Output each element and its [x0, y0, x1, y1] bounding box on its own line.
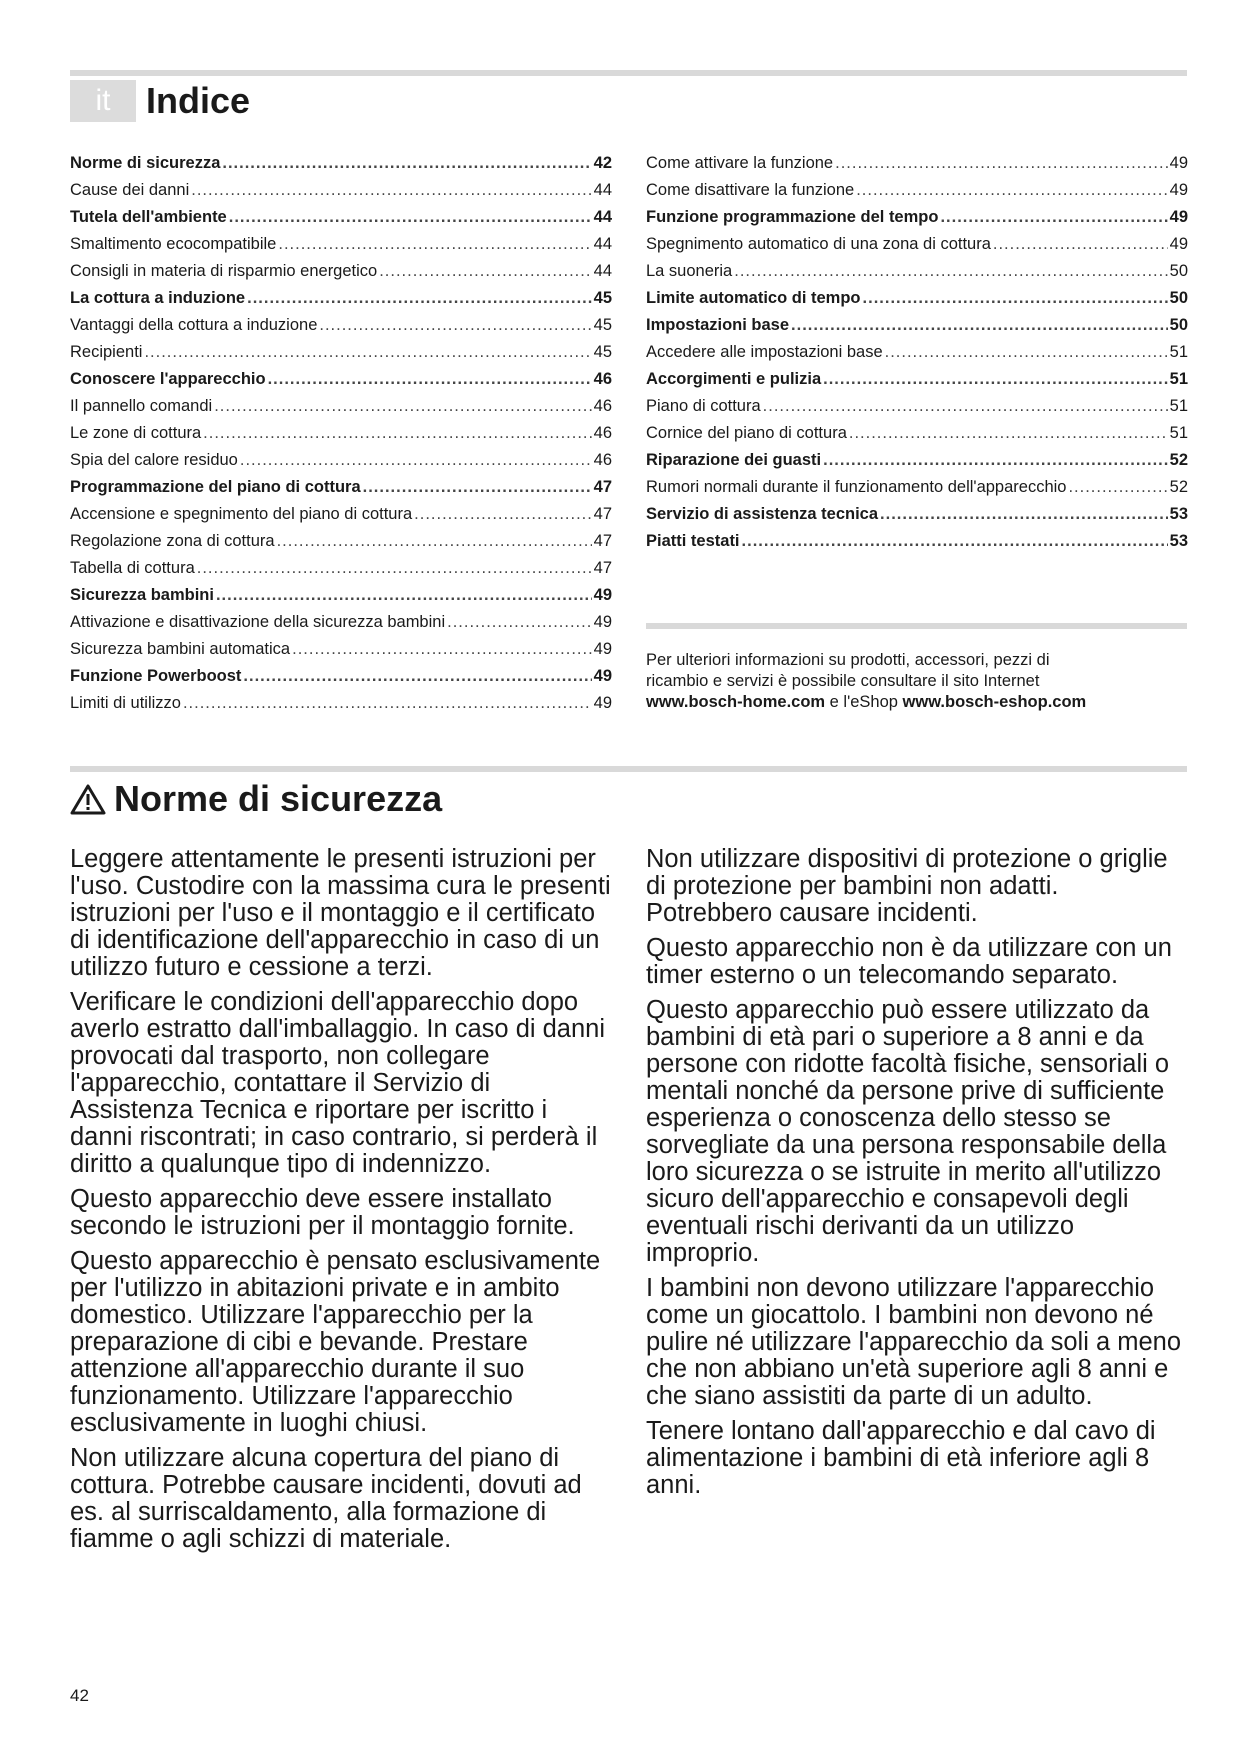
- toc-entry[interactable]: [646, 366, 1188, 393]
- safety-paragraph: Questo apparecchio deve essere installato secondo le istruzioni per il montaggio fornite.: [70, 1185, 575, 1240]
- toc-entry[interactable]: [646, 177, 1188, 204]
- safety-paragraph: Questo apparecchio non è da utilizzare con un timer esterno o un telecomando separato.: [646, 934, 1172, 989]
- toc-entry-page: 46: [593, 397, 612, 415]
- toc-entry-page: 49: [1169, 181, 1188, 199]
- toc-entry-page: 44: [593, 235, 612, 253]
- toc-entry[interactable]: [646, 312, 1188, 339]
- toc-leader-dots: [447, 609, 592, 636]
- toc-leader-dots: [823, 447, 1168, 474]
- safety-paragraph: Questo apparecchio è pensato esclusivamente per l'utilizzo in abitazioni private e in ambito domestico. Utilizzare l'apparecchio per la preparazione di cibi e bevande. Prestare attenzione all'apparecchio durante il suo funzionamento. Utilizzare l'apparecchio esclusivamente in luoghi chiusi.: [70, 1247, 601, 1437]
- toc-entry-title: Riparazione dei guasti: [646, 451, 822, 469]
- toc-entry-page: 49: [593, 640, 612, 658]
- toc-entry-title: Spia del calore residuo: [70, 451, 238, 469]
- toc-entry-page: 49: [1169, 235, 1188, 253]
- toc-leader-dots: [863, 285, 1168, 312]
- safety-heading: [70, 776, 442, 822]
- toc-entry[interactable]: [70, 663, 612, 690]
- toc-entry-page: 51: [1169, 397, 1188, 415]
- safety-paragraph: Non utilizzare dispositivi di protezione o griglie di protezione per bambini non adatti. Potrebbero causare incidenti.: [646, 845, 1168, 927]
- toc-entry[interactable]: [70, 474, 612, 501]
- toc-leader-dots: [292, 636, 592, 663]
- toc-entry-page: 51: [1169, 370, 1188, 388]
- toc-entry-page: 45: [593, 343, 612, 361]
- toc-entry-title: Funzione programmazione del tempo: [646, 208, 939, 226]
- toc-entry-title: Limite automatico di tempo: [646, 289, 861, 307]
- toc-leader-dots: [993, 231, 1168, 258]
- toc-entry-title: Sicurezza bambini: [70, 586, 214, 604]
- toc-entry[interactable]: [646, 231, 1188, 258]
- toc-entry[interactable]: [70, 393, 612, 420]
- toc-entry-title: Norme di sicurezza: [70, 154, 221, 172]
- toc-leader-dots: [414, 501, 591, 528]
- toc-entry[interactable]: [70, 366, 612, 393]
- bosch-home-link[interactable]: www.bosch-home.com: [646, 693, 826, 711]
- toc-entry-page: 47: [593, 559, 612, 577]
- toc-entry-title: Le zone di cottura: [70, 424, 202, 442]
- toc-entry[interactable]: [70, 690, 612, 717]
- toc-entry-page: 47: [593, 478, 612, 496]
- toc-entry-page: 50: [1169, 316, 1188, 334]
- safety-left-column: [70, 846, 615, 1561]
- toc-entry[interactable]: [646, 258, 1188, 285]
- toc-entry[interactable]: [646, 501, 1188, 528]
- toc-entry-page: 47: [593, 505, 612, 523]
- toc-leader-dots: [277, 528, 592, 555]
- toc-entry-title: Vantaggi della cottura a induzione: [70, 316, 318, 334]
- toc-entry[interactable]: [70, 204, 612, 231]
- toc-entry-title: Accorgimenti e pulizia: [646, 370, 822, 388]
- toc-entry-title: Accedere alle impostazioni base: [646, 343, 883, 361]
- toc-entry-title: Programmazione del piano di cottura: [70, 478, 361, 496]
- info-line-2: ricambio e servizi è possibile consultare il sito Internet: [646, 672, 1040, 690]
- toc-entry-title: Cornice del piano di cottura: [646, 424, 847, 442]
- toc-entry-page: 52: [1169, 478, 1188, 496]
- toc-leader-dots: [144, 339, 591, 366]
- toc-leader-dots: [763, 393, 1168, 420]
- toc-leader-dots: [791, 312, 1168, 339]
- toc-entry[interactable]: [646, 420, 1188, 447]
- toc-leader-dots: [885, 339, 1168, 366]
- toc-entry-page: 50: [1169, 262, 1188, 280]
- toc-entry[interactable]: [70, 231, 612, 258]
- toc-entry-title: Impostazioni base: [646, 316, 790, 334]
- toc-entry-title: Rumori normali durante il funzionamento dell'apparecchio: [646, 478, 1067, 496]
- toc-entry[interactable]: [646, 393, 1188, 420]
- toc-entry-page: 53: [1169, 532, 1188, 550]
- toc-entry-page: 49: [593, 667, 612, 685]
- toc-entry-page: 45: [593, 316, 612, 334]
- toc-entry-title: Funzione Powerboost: [70, 667, 242, 685]
- toc-entry-title: Attivazione e disattivazione della sicurezza bambini: [70, 613, 446, 631]
- toc-leader-dots: [183, 690, 592, 717]
- toc-entry-page: 50: [1169, 289, 1188, 307]
- toc-leader-dots: [243, 663, 591, 690]
- toc-leader-dots: [240, 447, 592, 474]
- toc-leader-dots: [856, 177, 1167, 204]
- info-line-1: Per ulteriori informazioni su prodotti, accessori, pezzi di: [646, 651, 1050, 669]
- toc-leader-dots: [363, 474, 592, 501]
- toc-entry[interactable]: [70, 555, 612, 582]
- safety-paragraph: Leggere attentamente le presenti istruzioni per l'uso. Custodire con la massima cura le presenti istruzioni per l'uso e il montaggio e il certificato di identificazione dell'apparecchio in caso di un utilizzo futuro e cessione a terzi.: [70, 845, 611, 981]
- toc-entry-title: Limiti di utilizzo: [70, 694, 181, 712]
- toc-leader-dots: [379, 258, 591, 285]
- warning-icon: [70, 783, 106, 815]
- toc-entry-page: 44: [593, 262, 612, 280]
- toc-entry-page: 51: [1169, 424, 1188, 442]
- toc-entry-title: La suoneria: [646, 262, 733, 280]
- safety-paragraph: Non utilizzare alcuna copertura del piano di cottura. Potrebbe causare incidenti, dovuti ad es. al surriscaldamento, alla formazione di fiamme o agli schizzi di materiale.: [70, 1444, 582, 1553]
- toc-entry[interactable]: [646, 474, 1188, 501]
- toc-entry[interactable]: [70, 177, 612, 204]
- toc-entry-page: 45: [593, 289, 612, 307]
- toc-leader-dots: [1068, 474, 1167, 501]
- toc-entry-page: 49: [593, 694, 612, 712]
- safety-paragraph: Tenere lontano dall'apparecchio e dal cavo di alimentazione i bambini di età inferiore agli 8 anni.: [646, 1417, 1156, 1499]
- toc-leader-dots: [823, 366, 1168, 393]
- toc-entry-title: Spegnimento automatico di una zona di cottura: [646, 235, 991, 253]
- toc-leader-dots: [229, 204, 592, 231]
- toc-entry-page: 44: [593, 181, 612, 199]
- safety-paragraph: Verificare le condizioni dell'apparecchio dopo averlo estratto dall'imballaggio. In caso di danni provocati dal trasporto, non collegare l'apparecchio, contattare il Servizio di Assistenza Tecnica e riportare per iscritto i danni riscontrati; in caso contrario, si perderà il diritto a qualunque tipo di indennizzo.: [70, 988, 606, 1178]
- info-line-3: [646, 692, 1187, 713]
- toc-left-column: [70, 150, 612, 717]
- safety-paragraph: Questo apparecchio può essere utilizzato da bambini di età pari o superiore a 8 anni e da persone con ridotte facoltà fisiche, sensoriali o mentali nonché da persone prive di sufficiente esperienza o conoscenza dello stesso se sorvegliate da una persona responsabile della loro sicurezza o se istruite in merito all'utilizzo sicuro dell'apparecchio e consapevoli degli eventuali rischi derivanti da un utilizzo improprio.: [646, 996, 1170, 1267]
- toc-entry-title: Piatti testati: [646, 532, 740, 550]
- toc-entry[interactable]: [70, 339, 612, 366]
- toc-leader-dots: [940, 204, 1167, 231]
- toc-entry-page: 51: [1169, 343, 1188, 361]
- toc-leader-dots: [742, 528, 1168, 555]
- toc-entry-title: Come attivare la funzione: [646, 154, 834, 172]
- toc-leader-dots: [849, 420, 1168, 447]
- toc-entry[interactable]: [646, 339, 1188, 366]
- safety-title: Norme di sicurezza: [114, 778, 443, 819]
- toc-entry-title: Sicurezza bambini automatica: [70, 640, 291, 658]
- toc-leader-dots: [319, 312, 591, 339]
- toc-right-column: [646, 150, 1188, 555]
- toc-entry[interactable]: [70, 609, 612, 636]
- info-box: [646, 650, 1187, 713]
- info-mid-text: e l'eShop: [825, 693, 903, 711]
- toc-entry[interactable]: [70, 636, 612, 663]
- toc-entry[interactable]: [646, 150, 1188, 177]
- safety-paragraph: I bambini non devono utilizzare l'apparecchio come un giocattolo. I bambini non devono né pulire né utilizzare l'apparecchio da soli a meno che non abbiano un'età superiore agli 8 anni e che siano assistiti da parte di un adulto.: [646, 1274, 1182, 1410]
- toc-leader-dots: [880, 501, 1168, 528]
- toc-entry-page: 49: [1169, 208, 1188, 226]
- toc-entry[interactable]: [70, 150, 612, 177]
- toc-entry[interactable]: [70, 582, 612, 609]
- toc-leader-dots: [734, 258, 1167, 285]
- toc-entry[interactable]: [70, 285, 612, 312]
- toc-entry[interactable]: [70, 447, 612, 474]
- toc-entry-page: 46: [593, 451, 612, 469]
- toc-entry-page: 49: [593, 613, 612, 631]
- toc-entry[interactable]: [70, 528, 612, 555]
- toc-leader-dots: [247, 285, 592, 312]
- toc-entry[interactable]: [70, 312, 612, 339]
- toc-entry-page: 49: [593, 586, 612, 604]
- toc-leader-dots: [191, 177, 591, 204]
- toc-entry-title: Il pannello comandi: [70, 397, 213, 415]
- toc-leader-dots: [216, 582, 592, 609]
- top-divider: [70, 70, 1187, 76]
- toc-leader-dots: [197, 555, 592, 582]
- toc-entry[interactable]: [70, 258, 612, 285]
- toc-entry-title: Cause dei danni: [70, 181, 190, 199]
- safety-right-column: [646, 846, 1191, 1507]
- toc-entry-page: 46: [593, 424, 612, 442]
- toc-entry-title: Recipienti: [70, 343, 143, 361]
- toc-entry-title: Come disattivare la funzione: [646, 181, 855, 199]
- bosch-eshop-link[interactable]: www.bosch-eshop.com: [902, 693, 1087, 711]
- toc-entry-page: 49: [1169, 154, 1188, 172]
- page-number: 42: [70, 1686, 89, 1705]
- info-divider: [646, 623, 1187, 629]
- toc-leader-dots: [214, 393, 591, 420]
- toc-leader-dots: [268, 366, 592, 393]
- index-title: Indice: [146, 80, 251, 121]
- toc-leader-dots: [222, 150, 591, 177]
- toc-entry-title: Consigli in materia di risparmio energetico: [70, 262, 378, 280]
- toc-entry-title: Piano di cottura: [646, 397, 761, 415]
- toc-entry[interactable]: [646, 528, 1188, 555]
- toc-entry-page: 52: [1169, 451, 1188, 469]
- toc-entry-title: La cottura a induzione: [70, 289, 246, 307]
- language-badge: it: [70, 80, 136, 122]
- toc-entry-title: Accensione e spegnimento del piano di cottura: [70, 505, 413, 523]
- toc-entry-title: Tutela dell'ambiente: [70, 208, 227, 226]
- toc-entry-page: 47: [593, 532, 612, 550]
- toc-entry-title: Regolazione zona di cottura: [70, 532, 275, 550]
- toc-entry-page: 42: [593, 154, 612, 172]
- section-divider: [70, 766, 1187, 772]
- toc-entry-page: 46: [593, 370, 612, 388]
- toc-leader-dots: [203, 420, 591, 447]
- toc-entry[interactable]: [646, 447, 1188, 474]
- toc-entry[interactable]: [646, 285, 1188, 312]
- toc-entry-page: 44: [593, 208, 612, 226]
- toc-leader-dots: [835, 150, 1168, 177]
- toc-leader-dots: [278, 231, 591, 258]
- toc-entry-title: Smaltimento ecocompatibile: [70, 235, 277, 253]
- toc-entry[interactable]: [70, 501, 612, 528]
- toc-entry[interactable]: [70, 420, 612, 447]
- toc-entry-title: Conoscere l'apparecchio: [70, 370, 266, 388]
- toc-entry-page: 53: [1169, 505, 1188, 523]
- toc-entry[interactable]: [646, 204, 1188, 231]
- toc-entry-title: Tabella di cottura: [70, 559, 195, 577]
- toc-entry-title: Servizio di assistenza tecnica: [646, 505, 879, 523]
